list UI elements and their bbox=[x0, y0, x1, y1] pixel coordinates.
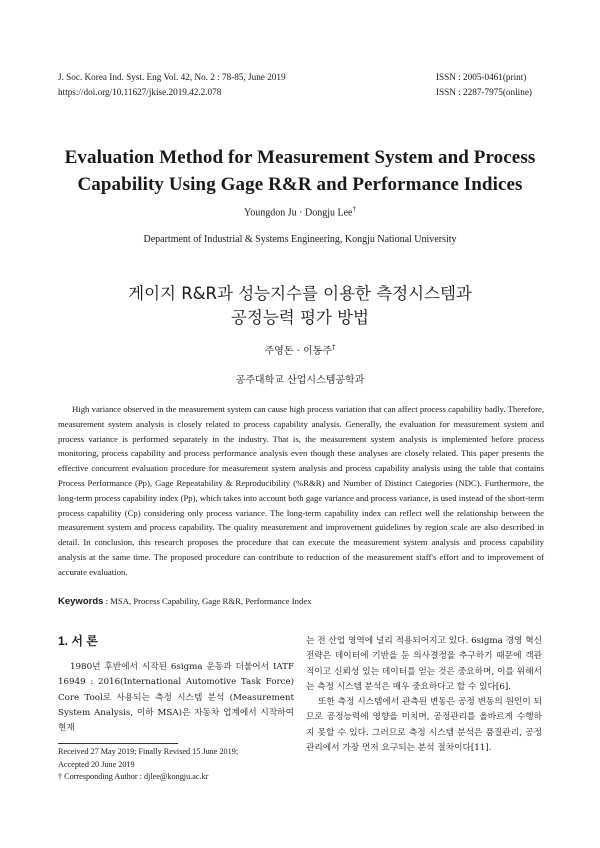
footnotes bbox=[58, 746, 238, 784]
korean-affiliation: 공주대학교 산업시스템공학과 bbox=[235, 375, 365, 386]
intro-paragraph: 1980년 후반에서 시작된 6sigma 운동과 더불어서 IATF 16949 : 2016(International Automotive Task Force) Core Tool로 사용되는 측정 시스템 분석 (Measurement System Analysis, 이하 MSA)은 자동차 업계에서 시작하여 현재 bbox=[58, 662, 294, 734]
korean-author-names: 주영돈 · 이동주 bbox=[264, 346, 332, 357]
right-column bbox=[306, 634, 542, 756]
author-names: Youngdon Ju · Dongju Lee bbox=[244, 207, 353, 219]
footnote-corresponding: † Corresponding Author : djlee@kongju.ac.kr bbox=[58, 772, 209, 782]
paper-title bbox=[40, 144, 560, 198]
footnote-divider bbox=[58, 743, 178, 744]
issn-online: ISSN : 2287-7975(online) bbox=[436, 87, 532, 97]
korean-corresponding-mark: † bbox=[332, 343, 336, 352]
journal-header bbox=[58, 70, 286, 100]
left-column bbox=[58, 660, 294, 736]
footnote-accepted: Accepted 20 June 2019 bbox=[58, 759, 135, 769]
korean-title-line-1: 게이지 R&R과 성능지수를 이용한 측정시스템과 bbox=[128, 284, 472, 303]
title-line-1: Evaluation Method for Measurement System and Process bbox=[64, 147, 536, 168]
title-line-2: Capability Using Gage R&R and Performance Indices bbox=[77, 174, 523, 195]
korean-title bbox=[60, 282, 540, 330]
journal-citation: J. Soc. Korea Ind. Syst. Eng Vol. 42, No. 2 : 78-85, June 2019 bbox=[58, 72, 286, 82]
corresponding-mark: † bbox=[352, 205, 356, 213]
affiliation: Department of Industrial & Systems Engineering, Kongju National University bbox=[143, 234, 457, 245]
keywords-label: Keywords bbox=[58, 596, 104, 607]
korean-author-line bbox=[0, 342, 600, 357]
intro-paragraph-continued: 는 전 산업 영역에 널리 적용되어지고 있다. 6sigma 경영 혁신 전략은 데이터에 기반을 둔 의사결정을 추구하기 때문에 객관적이고 신뢰성 있는 데이터를 얻는 것은 중요하며, 이를 위해서는 측정 시스템 분석은 매우 중요하다고 할 수 있다[6]. bbox=[306, 636, 542, 692]
keywords-list: : MSA, Process Capability, Gage R&R, Performance Index bbox=[103, 596, 312, 606]
keywords-line bbox=[58, 596, 312, 607]
author-line bbox=[0, 205, 600, 218]
issn-print: ISSN : 2005-0461(print) bbox=[436, 72, 527, 82]
abstract: High variance observed in the measurement system can cause high process variation that can affect process capability badly. Therefore, measurement system analysis is closely related to process capability analysis. Generally, the evaluation for measurement system and process variance is performed separately in the industry. That is, the measurement system analysis is implemented before process monitoring, process capability and process performance analysis even though these analyses are closely related. This paper presents the effective concurrent evaluation procedure for measurement system analysis and process capability analysis using the table that contains Process Performance (Pp), Gage Repeatability & Reproducibility (%R&R) and Number of Distinct Categories (NDC). Furthermore, the long-term process capability index (Pp), which takes into account both gage variance and process variance, is used instead of the short-term process capability (Cp) considering only process variance. The long-term capability index can reflect well the relationship between the measurement system and process capability. The quality measurement and improvement guidelines by region scale are also described in detail. In conclusion, this research proposes the procedure that can execute the measurement system analysis and process capability analysis at the same time. The proposed procedure can contribute to reduction of the measurement staff's effort and to improvement of accurate evaluation. bbox=[58, 404, 544, 577]
section-heading: 1. 서 론 bbox=[58, 634, 98, 648]
issn-block bbox=[436, 70, 532, 100]
intro-paragraph-2: 또한 측정 시스템에서 관측된 변동은 공정 변동의 원인이 되므로 공정능력에 영향을 미치며, 공정관리를 올바르게 수행하지 못할 수 있다. 그러므로 측정 시스템 분석은 품질관리, 공정관리에서 가장 먼저 요구되는 분석 절차이다[11]. bbox=[306, 697, 542, 754]
doi-link[interactable]: https://doi.org/10.11627/jkise.2019.42.2.078 bbox=[58, 87, 222, 97]
korean-title-line-2: 공정능력 평가 방법 bbox=[230, 308, 369, 327]
footnote-received: Received 27 May 2019; Finally Revised 15 June 2019; bbox=[58, 747, 239, 756]
